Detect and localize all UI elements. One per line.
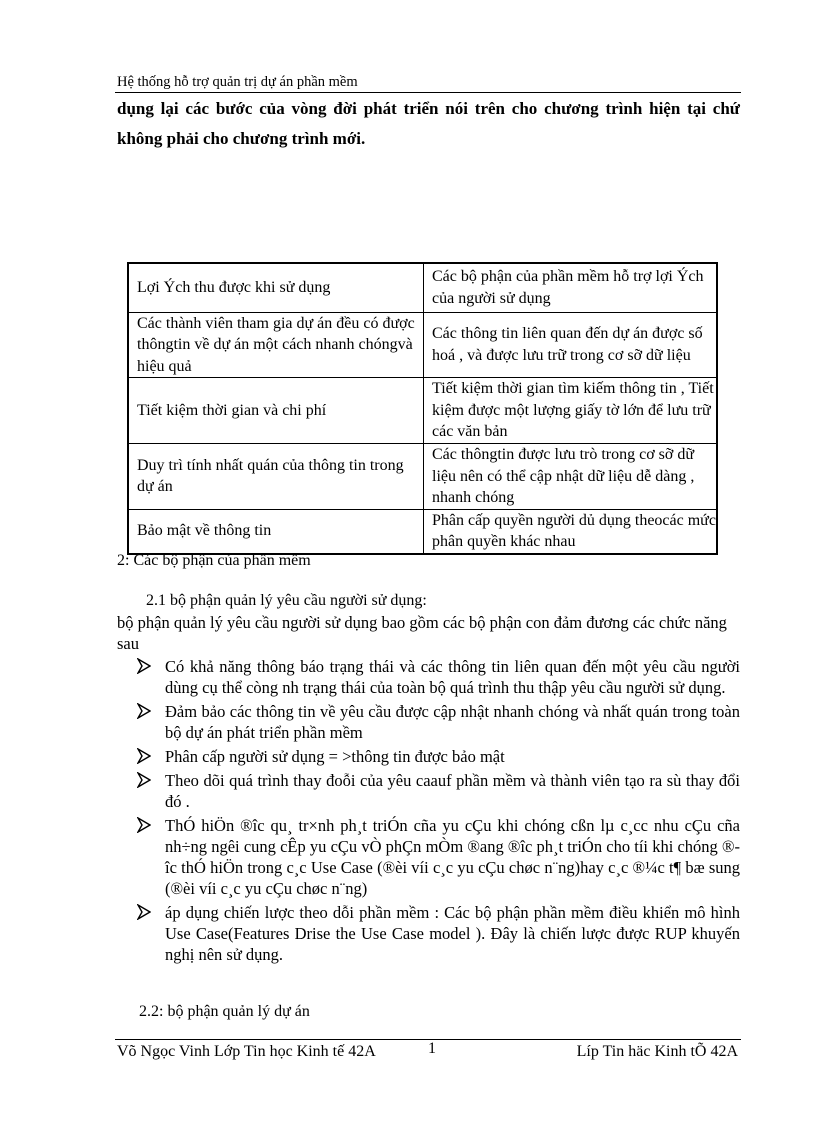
page-header-title: Hệ thống hỗ trợ quản trị dự án phần mềm [117,74,358,90]
list-item [135,656,740,698]
benefits-table [127,262,718,555]
arrow-bullet-icon [137,703,151,719]
section-2-2-heading: 2.2: bộ phận quản lý dự án [139,1003,310,1020]
table-cell: Các bộ phận của phần mềm hỗ trợ lợi Ých của người sử dụng [424,263,718,312]
table-cell: Các thôngtin được lưu trò trong cơ sỡ dữ liệu nên có thể cập nhật dữ liệu dễ dàng , nhanh chóng [424,444,718,510]
table-cell: Các thành viên tham gia dự án đều có được thôngtin về dự án một cách nhanh chóngvà hiệu quả [128,312,424,378]
section-2-heading: 2: Các bộ phận của phần mềm [117,552,311,569]
arrow-bullet-icon [137,748,151,764]
table-cell: Tiết kiệm thời gian và chi phí [128,378,424,444]
intro-paragraph [117,94,740,154]
footer-author: Võ Ngọc Vinh Lớp Tin học Kinh tế 42A [117,1043,376,1060]
table-cell: Phân cấp quyền người dủ dụng theocác mức phân quyền khác nhau [424,509,718,554]
requirements-bullet-list [135,656,740,968]
list-item [135,815,740,899]
section-2-1-heading: 2.1 bộ phận quản lý yêu cầu người sử dụng: [146,592,427,609]
table-cell: Tiết kiệm thời gian tìm kiếm thông tin , Tiết kiệm được một lượng giấy tờ lớn để lưu trữ các văn bản [424,378,718,444]
intro-line-2: không phải cho chương trình mới. [117,129,366,148]
intro-line-1: dụng lại các bước của vòng đời phát triển nói trên cho chương trình hiện tại chứ [117,99,740,118]
arrow-bullet-icon [137,904,151,920]
list-item [135,746,740,767]
list-item [135,701,740,743]
table-cell: Các thông tin liên quan đến dự án được số hoá , và được lưu trữ trong cơ sỡ dữ liệu [424,312,718,378]
table-row [128,509,717,554]
list-item-text: Đảm bảo các thông tin về yêu cầu được cập nhật nhanh chóng và nhất quán trong toàn bộ dự án phát triển phần mềm [165,702,740,742]
table-row [128,312,717,378]
list-item-text: ThÓ hiÖn ®îc qu¸ tr×nh ph¸t triÓn cña yu cÇu khi chóng cßn lµ c¸cc nhu cÇu cña nh÷ng ngêi cung cÊp yu cÇu vÒ phÇn mÒm ®ang ®îc ph¸t triÓn cho tíi khi chóng ®îc thÓ hiÖn trong c¸c Use Case (®èi víi c¸c yu cÇu chøc n¨ng)hay c¸c ®¼c t¶ bæ sung (®èi víi c¸c yu cÇu chøc n¨ng) [165,816,740,898]
page-number: 1 [428,1040,436,1057]
table-row [128,263,717,312]
table-row [128,444,717,510]
list-item-text: áp dụng chiến lược theo dỗi phần mềm : Các bộ phận phần mềm điều khiển mô hình Use Case(Features Drise the Use Case model ). Đây là chiến lược được RUP khuyến nghị nên sử dụng. [165,903,740,964]
table-cell: Duy trì tính nhất quán của thông tin trong dự án [128,444,424,510]
list-item-text: Phân cấp người sử dụng = >thông tin được bảo mật [165,747,505,766]
table-cell: Bảo mật về thông tin [128,509,424,554]
table-cell: Lợi Ých thu được khi sử dụng [128,263,424,312]
list-item [135,902,740,965]
list-item-text: Có khả năng thông báo trạng thái và các thông tin liên quan đến một yêu cầu người dùng cụ thể còng nh trạng thái của toàn bộ quá trình thu thập yêu cầu người sử dụng. [165,657,740,697]
section-2-1-paragraph: bộ phận quản lý yêu cầu người sử dụng bao gồm các bộ phận con đảm đương các chức năng sau [117,613,727,653]
arrow-bullet-icon [137,817,151,833]
table-row [128,378,717,444]
arrow-bullet-icon [137,658,151,674]
header-rule [115,92,741,93]
arrow-bullet-icon [137,772,151,788]
list-item [135,770,740,812]
footer-class: Líp Tin häc Kinh tÕ 42A [576,1043,738,1060]
list-item-text: Theo dõi quá trình thay đoỗi của yêu caauf phần mềm và thành viên tạo ra sù thay đổi đó . [165,771,740,811]
